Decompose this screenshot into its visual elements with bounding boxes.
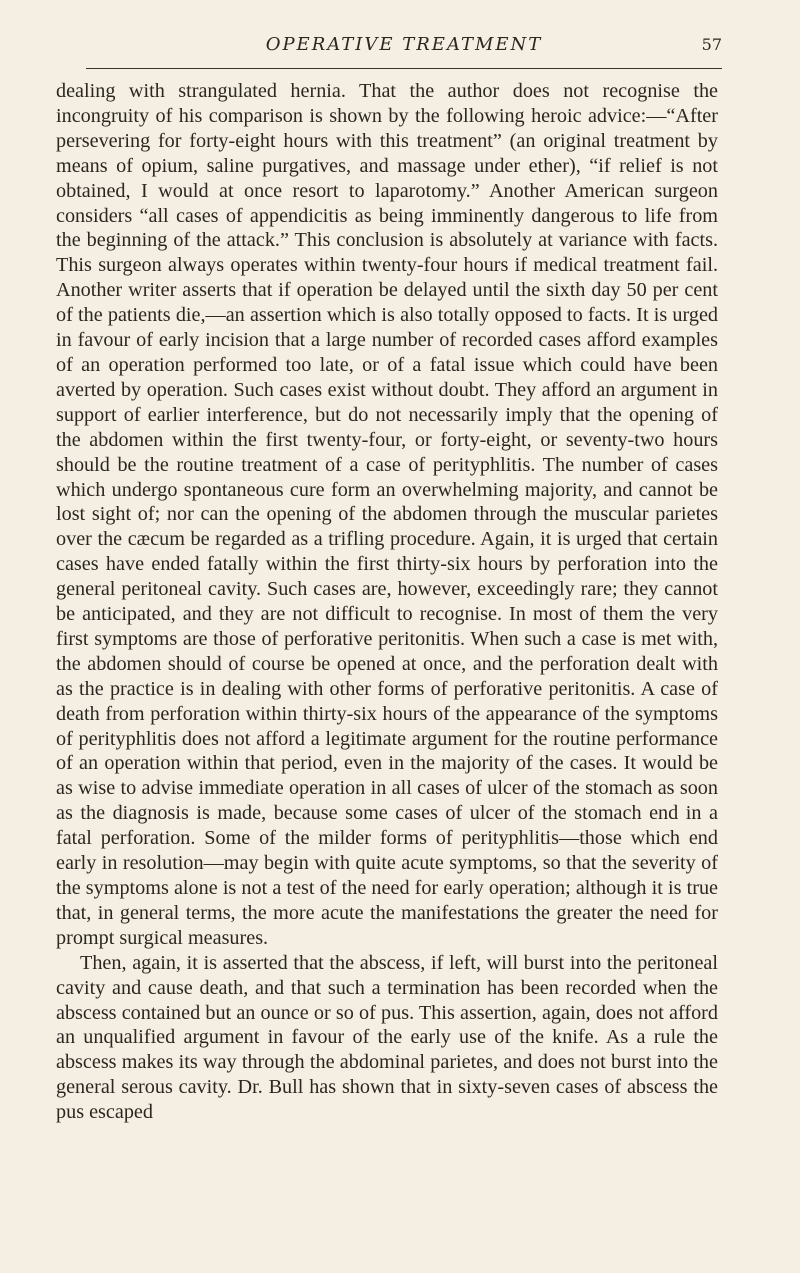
body-text <box>56 79 718 1125</box>
paragraph: dealing with strangulated hernia. That the author does not recognise the incongruity of his comparison is shown by the following heroic advice:—“After persevering for forty-eight hours with this treatment” (an original treatment by means of opium, saline purgatives, and massage under ether), “if relief is not obtained, I would at once resort to laparotomy.” Another American surgeon considers “all cases of appendicitis as being imminently dangerous to life from the beginning of the attack.” This conclusion is absolutely at variance with facts. This surgeon always operates within twenty-four hours if medical treatment fail. Another writer asserts that if operation be delayed until the sixth day 50 per cent of the patients die,—an assertion which is also totally opposed to facts. It is urged in favour of early incision that a large number of recorded cases afford examples of an operation performed too late, or of a fatal issue which could have been averted by operation. Such cases exist without doubt. They afford an argument in support of earlier interference, but do not necessarily imply that the opening of the abdomen within the first twenty-four, or forty-eight, or seventy-two hours should be the routine treatment of a case of perityphlitis. The number of cases which undergo spontaneous cure form an overwhelming majority, and cannot be lost sight of; nor can the opening of the abdomen through the muscular parietes over the cæcum be regarded as a trifling procedure. Again, it is urged that certain cases have ended fatally within the first thirty-six hours by perforation into the general peritoneal cavity. Such cases are, however, exceedingly rare; they cannot be anticipated, and they are not difficult to recognise. In most of them the very first symptoms are those of perforative peritonitis. When such a case is met with, the abdomen should of course be opened at once, and the perforation dealt with as the practice is in dealing with other forms of perforative peritonitis. A case of death from perforation within thirty-six hours of the appearance of the symptoms of perityphlitis does not afford a legitimate argument for the routine performance of an operation within that period, even in the majority of the cases. It would be as wise to advise immediate operation in all cases of ulcer of the stomach as soon as the diagnosis is made, because some cases of ulcer of the stomach end in a fatal perforation. Some of the milder forms of perityphlitis—those which end early in resolution—may begin with quite acute symptoms, so that the severity of the symptoms alone is not a test of the need for early operation; although it is true that, in general terms, the more acute the manifestations the greater the need for prompt surgical measures. <box>56 80 718 949</box>
page-number: 57 <box>701 35 722 54</box>
running-title: OPERATIVE TREATMENT <box>265 34 543 55</box>
running-header <box>86 28 722 69</box>
paragraph: Then, again, it is asserted that the abscess, if left, will burst into the peritoneal cavity and cause death, and that such a termination has been recorded when the abscess contained but an ounce or so of pus. This assertion, again, does not afford an unqualified argument in favour of the early use of the knife. As a rule the abscess makes its way through the abdominal parietes, and does not burst into the general serous cavity. Dr. Bull has shown that in sixty-seven cases of abscess the pus escaped <box>56 951 718 1124</box>
